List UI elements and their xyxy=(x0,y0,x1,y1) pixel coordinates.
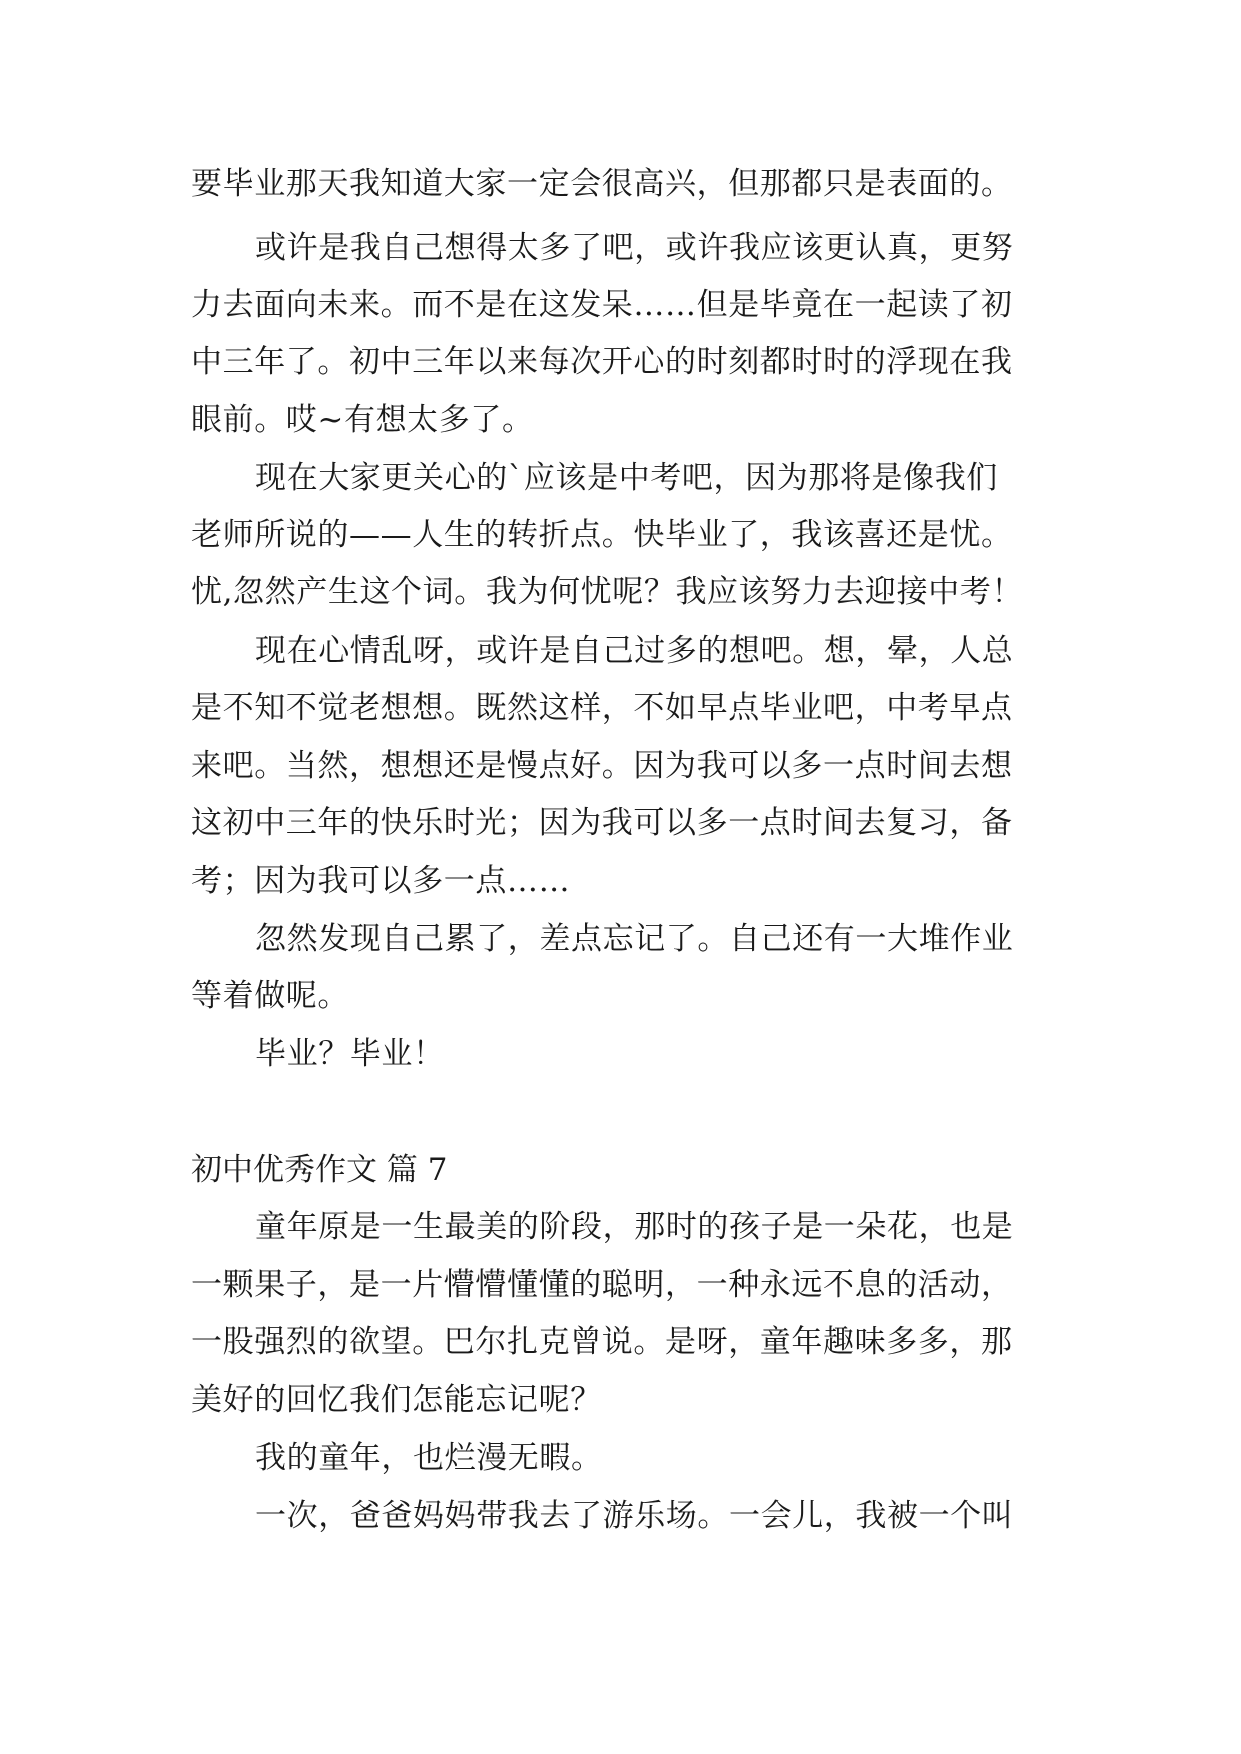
paragraph-line: 是不知不觉老想想。既然这样，不如早点毕业吧，中考早点 xyxy=(191,690,1013,726)
paragraph-line: 要毕业那天我知道大家一定会很高兴，但那都只是表面的。 xyxy=(191,166,1013,202)
paragraph-line: 等着做呢。 xyxy=(191,978,349,1014)
paragraph-line: 眼前。哎~有想太多了。 xyxy=(191,402,534,438)
paragraph-line: 力去面向未来。而不是在这发呆……但是毕竟在一起读了初 xyxy=(191,287,1013,323)
paragraph-line: 一颗果子，是一片懵懵懂懂的聪明，一种永远不息的活动， xyxy=(191,1267,1013,1303)
paragraph-line: 忧,忽然产生这个词。我为何忧呢？我应该努力去迎接中考！ xyxy=(191,574,1024,610)
paragraph-line: 老师所说的——人生的转折点。快毕业了，我该喜还是忧。 xyxy=(191,517,1013,553)
paragraph-line: 忽然发现自己累了，差点忘记了。自己还有一大堆作业 xyxy=(255,921,1014,957)
paragraph-line: 中三年了。初中三年以来每次开心的时刻都时时的浮现在我 xyxy=(191,344,1013,380)
paragraph-line: 毕业？毕业！ xyxy=(255,1036,445,1072)
paragraph-line: 童年原是一生最美的阶段，那时的孩子是一朵花，也是 xyxy=(255,1209,1014,1245)
paragraph-line: 一股强烈的欲望。巴尔扎克曾说。是呀，童年趣味多多，那 xyxy=(191,1324,1013,1360)
paragraph-line: 我的童年，也烂漫无暇。 xyxy=(255,1440,603,1476)
paragraph-line: 考；因为我可以多一点…… xyxy=(191,863,571,899)
paragraph-line: 来吧。当然，想想还是慢点好。因为我可以多一点时间去想 xyxy=(191,748,1013,784)
section-heading: 初中优秀作文 篇 7 xyxy=(191,1152,448,1188)
paragraph-line: 美好的回忆我们怎能忘记呢？ xyxy=(191,1382,602,1418)
paragraph-line: 一次，爸爸妈妈带我去了游乐场。一会儿，我被一个叫 xyxy=(255,1498,1014,1534)
paragraph-line: 现在大家更关心的`应该是中考吧，因为那将是像我们 xyxy=(255,460,998,496)
paragraph-line: 现在心情乱呀，或许是自己过多的想吧。想，晕，人总 xyxy=(255,633,1014,669)
paragraph-line: 或许是我自己想得太多了吧，或许我应该更认真，更努 xyxy=(255,230,1014,266)
paragraph-line: 这初中三年的快乐时光；因为我可以多一点时间去复习，备 xyxy=(191,805,1013,841)
